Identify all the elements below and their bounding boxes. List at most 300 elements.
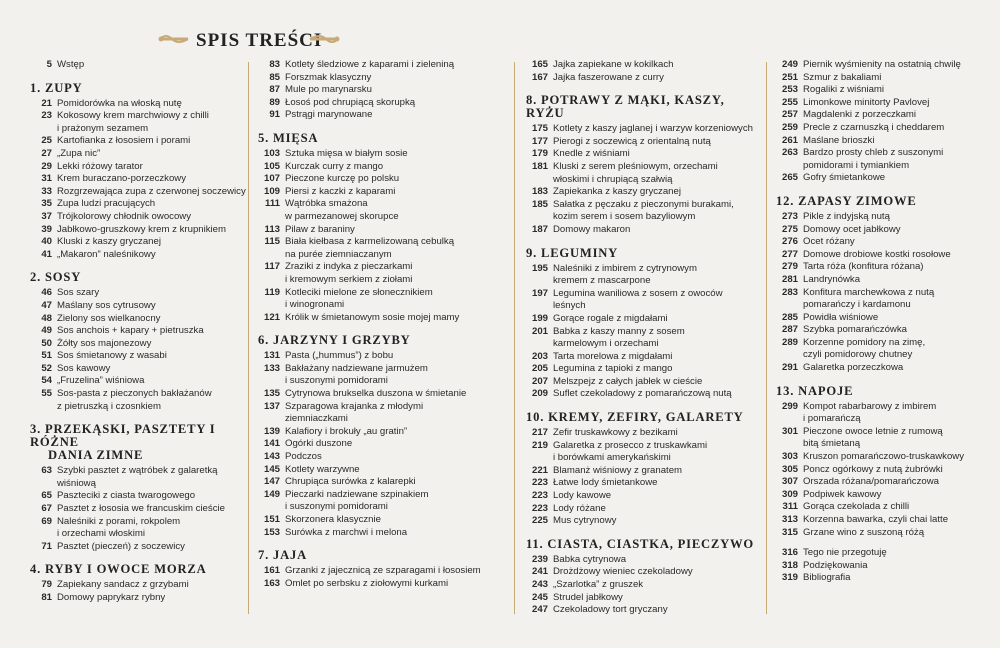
page-number: 239: [531, 553, 548, 565]
page-number: 281: [781, 273, 798, 285]
entry-title-line: Sos kawowy: [57, 362, 111, 374]
entry-title-line: Podczos: [285, 451, 322, 463]
page-number: 223: [531, 502, 548, 514]
entry-title-line: Magdalenki z porzeczkami: [803, 109, 917, 121]
entry-title-line: Wątróbka smażona: [285, 198, 368, 210]
section-heading: [30, 423, 260, 462]
page-number: 21: [41, 97, 52, 109]
toc-entry: [258, 489, 488, 514]
toc-entry: [526, 148, 756, 161]
page-number: 103: [263, 147, 280, 159]
entry-title-line: Babka z kaszy manny z sosem: [553, 325, 685, 337]
entry-title-line: Naleśniki z porami, rokpolem: [57, 515, 181, 527]
entry-title: [280, 198, 488, 223]
entry-title-line: na purée ziemniaczanym: [285, 248, 392, 260]
toc-entry: [258, 438, 488, 451]
page-number: 117: [264, 261, 280, 273]
toc-entry: [30, 465, 260, 490]
toc-entry: [258, 527, 488, 540]
entry-title-line: wiśniową: [57, 477, 96, 489]
toc-entry: [258, 426, 488, 439]
toc-entry: [30, 350, 260, 363]
entry-title: [280, 109, 488, 122]
entry-title: [548, 326, 756, 351]
entry-title: [52, 249, 260, 262]
toc-entry: [30, 287, 260, 300]
entry-title-line: Chrupiąca surówka z kalarepki: [285, 476, 416, 488]
entry-title: [548, 224, 756, 237]
toc-entry: [776, 426, 1000, 451]
entry-title-line: Podziękowania: [803, 559, 868, 571]
entry-title-line: „Szarlotka” z gruszek: [553, 579, 644, 590]
entry-title-line: Tego nie przegotuję: [803, 547, 887, 559]
toc-entry: [30, 541, 260, 554]
page-number: 113: [264, 223, 280, 235]
page-number: 165: [531, 59, 548, 70]
toc-entry: [776, 97, 1000, 110]
toc-entry: [776, 362, 1000, 375]
toc-entry: [30, 592, 260, 605]
page-number: 303: [781, 451, 798, 463]
section-heading: [526, 411, 756, 424]
section-heading-line: 1. ZUPY: [30, 80, 83, 95]
page-number: 301: [781, 425, 798, 437]
entry-title-line: Krem buraczano-porzeczkowy: [57, 173, 187, 185]
toc-entry: [30, 516, 260, 541]
right-ornament-icon: [308, 32, 340, 46]
entry-title-line: Pikle z indyjską nutą: [803, 210, 890, 222]
page-number: 219: [531, 439, 548, 451]
toc-entry: [258, 476, 488, 489]
section-heading: [776, 195, 1000, 208]
entry-title-line: Precle z czarnuszką i cheddarem: [803, 121, 945, 133]
entry-title-line: Paszteciki z ciasta twarogowego: [57, 490, 196, 502]
entry-title: [548, 313, 756, 326]
toc-entry: [526, 440, 756, 465]
page-number: 201: [531, 325, 548, 337]
toc-entry: [258, 198, 488, 223]
page-number: 50: [41, 337, 52, 349]
entry-title-line: Drożdżowy wieniec czekoladowy: [553, 566, 693, 578]
section-heading-line: 12. ZAPASY ZIMOWE: [776, 193, 917, 208]
entry-title: [280, 84, 488, 97]
page-number: 187: [531, 223, 548, 235]
toc-entry: [526, 477, 756, 490]
page-number: 261: [781, 134, 798, 146]
entry-title-line: Zapiekanka z kaszy gryczanej: [553, 186, 681, 198]
entry-title: [280, 426, 488, 439]
entry-title-line: Kokosowy krem marchwiowy z chilli: [57, 110, 209, 122]
page-number: 133: [263, 362, 280, 374]
toc-entry: [258, 388, 488, 401]
entry-title-line: Ocet różany: [803, 236, 855, 248]
entry-title-line: Trójkolorowy chłodnik owocowy: [57, 210, 192, 222]
entry-title-line: Wstęp: [57, 59, 85, 70]
entry-title: [798, 147, 1000, 172]
toc-entry: [776, 135, 1000, 148]
toc-column-4: [776, 59, 1000, 585]
entry-title-line: ziemniaczkami: [285, 413, 348, 425]
entry-title: [798, 97, 1000, 110]
entry-title-line: Bibliografia: [803, 572, 851, 584]
section-heading: [30, 82, 260, 95]
toc-entry: [258, 261, 488, 286]
toc-column-3: [526, 59, 756, 617]
entry-title-line: pomarańczy i kardamonu: [803, 299, 911, 311]
page-number: 23: [41, 110, 52, 122]
toc-entry: [776, 501, 1000, 514]
toc-entry: [526, 566, 756, 579]
page-number: 225: [531, 515, 548, 527]
entry-title: [798, 527, 1000, 540]
page-number: 87: [269, 84, 280, 96]
entry-title-line: Maślane brioszki: [803, 134, 875, 146]
entry-title: [52, 135, 260, 148]
page-number: 205: [531, 363, 548, 375]
entry-title-line: Kluski z kaszy gryczanej: [57, 236, 161, 248]
entry-title: [798, 514, 1000, 527]
entry-title: [548, 592, 756, 605]
page-number: 265: [781, 172, 798, 184]
toc-entry: [30, 338, 260, 351]
toc-entry: [30, 135, 260, 148]
toc-entry: [258, 578, 488, 591]
entry-title: [52, 161, 260, 174]
entry-title: [280, 261, 488, 286]
entry-title: [798, 489, 1000, 502]
page-number: 54: [41, 375, 52, 387]
entry-title: [548, 148, 756, 161]
entry-title: [280, 97, 488, 110]
toc-entry: [776, 72, 1000, 85]
entry-title-line: Lody kawowe: [553, 490, 612, 502]
toc-entry: [526, 263, 756, 288]
section-heading-line: 8. POTRAWY Z MĄKI, KASZY, RYŻU: [526, 93, 725, 121]
entry-title-line: Domowy paprykarz rybny: [57, 592, 166, 603]
toc-entry: [258, 451, 488, 464]
entry-title-line: „Zupa nic”: [57, 147, 101, 159]
toc-entry: [30, 198, 260, 211]
entry-title-line: Piernik wyśmienity na ostatnią chwilę: [803, 59, 961, 70]
toc-column-1: [30, 59, 260, 605]
page-number: 307: [781, 476, 798, 488]
toc-entry: [526, 59, 756, 72]
entry-title-line: Galaretka porzeczkowa: [803, 362, 904, 374]
entry-title-line: „Fruzelina” wiśniowa: [57, 375, 145, 387]
entry-title-line: Pasztet (pieczeń) z soczewicy: [57, 540, 185, 552]
page-number: 253: [781, 84, 798, 96]
toc-entry: [526, 313, 756, 326]
toc-entry: [30, 490, 260, 503]
entry-title-line: Bardzo prosty chleb z suszonymi: [803, 147, 944, 159]
entry-title-line: kozim serem i sosem bazyliowym: [553, 211, 696, 223]
entry-title: [548, 186, 756, 199]
section-heading: [30, 563, 260, 576]
entry-title-line: Legumina waniliowa z sosem z owoców leśnych: [553, 287, 723, 312]
page-number: 135: [263, 388, 280, 400]
entry-title-line: Ogórki duszone: [285, 438, 353, 450]
toc-entry: [526, 186, 756, 199]
entry-title-line: Pilaw z baraniny: [285, 223, 355, 235]
entry-title-line: Suflet czekoladowy z pomarańczową nutą: [553, 388, 732, 400]
toc-entry: [30, 148, 260, 161]
toc-entry: [258, 464, 488, 477]
page-number: 249: [781, 59, 798, 70]
entry-title: [52, 287, 260, 300]
page-number: 105: [263, 160, 280, 172]
entry-title-line: Skorzonera klasycznie: [285, 514, 381, 525]
column-divider: [514, 62, 515, 614]
entry-title: [52, 338, 260, 351]
entry-title-line: Forszmak klasyczny: [285, 71, 372, 83]
entry-title: [798, 172, 1000, 185]
entry-title-line: Pasta („hummus”) z bobu: [285, 350, 394, 362]
column-divider: [766, 62, 767, 614]
toc-entry: [258, 173, 488, 186]
page-number: 243: [531, 579, 548, 590]
entry-title-line: Strudel jabłkowy: [553, 591, 623, 603]
toc-entry: [258, 59, 488, 72]
entry-title-line: Pieczarki nadziewane szpinakiem: [285, 488, 429, 500]
toc-column-2: [258, 59, 488, 590]
entry-title: [280, 527, 488, 540]
page-title: SPIS TREŚCI: [196, 30, 323, 51]
toc-entry: [526, 592, 756, 605]
page-number: 89: [269, 96, 280, 108]
entry-title: [52, 325, 260, 338]
toc-entry: [30, 173, 260, 186]
page-number: 315: [781, 526, 798, 538]
entry-title-line: Mule po marynarsku: [285, 84, 372, 96]
toc-entry: [526, 123, 756, 136]
page-number: 175: [531, 123, 548, 135]
entry-title-line: Zraziki z indyka z pieczarkami: [285, 261, 413, 273]
toc-entry: [30, 503, 260, 516]
page-number: 153: [263, 526, 280, 538]
toc-entry: [258, 565, 488, 578]
entry-title-line: włoskimi i chrupiącą szałwią: [553, 173, 673, 185]
entry-title-line: Naleśniki z imbirem z cytrynowym: [553, 262, 697, 274]
toc-entry: [258, 148, 488, 161]
entry-title-line: i borówkami amerykańskimi: [553, 452, 671, 464]
page-number: 285: [781, 311, 798, 323]
entry-title-line: i winogronami: [285, 299, 345, 311]
toc-entry: [776, 172, 1000, 185]
page-number: 263: [781, 147, 798, 159]
page-number: 41: [41, 248, 52, 260]
entry-title: [798, 560, 1000, 573]
page-number: 209: [531, 388, 548, 400]
page-number: 109: [263, 185, 280, 197]
entry-title-line: Kotlety śledziowe z kaparami i zieleniną: [285, 59, 455, 70]
entry-title: [280, 59, 488, 72]
entry-title-line: Maślany sos cytrusowy: [57, 299, 156, 311]
toc-entry: [30, 98, 260, 111]
entry-title-line: bitą śmietaną: [803, 438, 861, 450]
page-number: 185: [531, 198, 548, 210]
entry-title-line: Omlet po serbsku z ziołowymi kurkami: [285, 577, 449, 589]
toc-entry: [776, 337, 1000, 362]
entry-title: [52, 236, 260, 249]
entry-title: [52, 592, 260, 605]
page-number: 69: [41, 515, 52, 527]
page-number: 207: [531, 375, 548, 387]
entry-title-line: Kompot rabarbarowy z imbirem: [803, 400, 937, 412]
entry-title-line: Łatwe lody śmietankowe: [553, 477, 658, 489]
page-number: 291: [781, 362, 798, 374]
toc-entry: [776, 312, 1000, 325]
toc-entry: [776, 547, 1000, 560]
entry-title: [548, 554, 756, 567]
page-number: 203: [531, 350, 548, 362]
toc-entry: [258, 363, 488, 388]
entry-title-line: Królik w śmietanowym sosie mojej mamy: [285, 311, 460, 323]
toc-entry: [776, 572, 1000, 585]
entry-title-line: Gorące rogale z migdałami: [553, 312, 668, 324]
page-number: 195: [531, 262, 548, 274]
section-heading: [526, 94, 756, 120]
entry-title-line: Pasztet z łososia we francuskim cieście: [57, 503, 225, 515]
toc-entry: [258, 109, 488, 122]
toc-entry: [776, 401, 1000, 426]
toc-entry: [258, 401, 488, 426]
entry-title: [52, 465, 260, 490]
page-number: 35: [41, 198, 52, 210]
entry-title: [548, 351, 756, 364]
page-number: 309: [781, 488, 798, 500]
entry-title-line: i prażonym sezamem: [57, 122, 149, 134]
entry-title: [548, 477, 756, 490]
toc-entry: [258, 236, 488, 261]
section-heading-line: 9. LEGUMINY: [526, 245, 619, 260]
toc-entry: [258, 514, 488, 527]
entry-title-line: Sos śmietanowy z wasabi: [57, 350, 167, 362]
page-number: 139: [263, 425, 280, 437]
toc-entry: [776, 324, 1000, 337]
toc-entry: [258, 350, 488, 363]
toc-entry: [776, 147, 1000, 172]
entry-title: [548, 199, 756, 224]
toc-entry: [526, 490, 756, 503]
toc-entry: [776, 109, 1000, 122]
entry-title-line: Żółty sos majonezowy: [57, 337, 152, 349]
entry-title-line: Domowy ocet jabłkowy: [803, 223, 901, 235]
entry-title-line: Szybki pasztet z wątróbek z galaretką: [57, 465, 218, 477]
page-number: 121: [263, 311, 280, 323]
entry-title: [798, 476, 1000, 489]
toc-entry: [258, 97, 488, 110]
entry-title: [52, 110, 260, 135]
entry-title: [280, 287, 488, 312]
toc-entry: [30, 236, 260, 249]
section-heading-line: 7. JAJA: [258, 548, 307, 563]
entry-title: [548, 465, 756, 478]
page-number: 177: [531, 135, 548, 147]
page-number: 85: [269, 71, 280, 83]
page-number: 81: [41, 592, 52, 603]
entry-title-line: Podpiwek kawowy: [803, 488, 882, 500]
entry-title: [798, 261, 1000, 274]
entry-title: [548, 72, 756, 85]
toc-entry: [776, 84, 1000, 97]
section-heading-line: 4. RYBY I OWOCE MORZA: [30, 562, 207, 577]
entry-title-line: Limonkowe minitorty Pavlovej: [803, 96, 930, 108]
page-number: 283: [781, 286, 798, 298]
entry-title: [798, 401, 1000, 426]
entry-title-line: Lody różane: [553, 502, 606, 514]
toc-entry: [30, 110, 260, 135]
entry-title-line: Kotlety warzywne: [285, 463, 360, 475]
entry-title-line: Bakłażany nadziewane jarmużem: [285, 362, 428, 374]
toc-entry: [30, 224, 260, 237]
toc-entry: [776, 527, 1000, 540]
entry-title-line: Szmur z bakaliami: [803, 71, 882, 83]
toc-entry: [30, 59, 260, 72]
entry-title: [52, 186, 260, 199]
entry-title-line: Piersi z kaczki z kaparami: [285, 185, 396, 197]
page-number: 161: [263, 565, 280, 577]
left-ornament-icon: [158, 32, 190, 46]
entry-title-line: z pietruszką i czosnkiem: [57, 400, 161, 412]
toc-entry: [30, 161, 260, 174]
entry-title: [280, 363, 488, 388]
toc-entry: [30, 388, 260, 413]
entry-title: [548, 515, 756, 528]
section-heading: [30, 271, 260, 284]
page-number: 289: [781, 336, 798, 348]
section-heading-line: DANIA ZIMNE: [48, 448, 144, 463]
entry-title: [798, 547, 1000, 560]
entry-title: [548, 503, 756, 516]
entry-title: [798, 464, 1000, 477]
entry-title-line: Rozgrzewająca zupa z czerwonej soczewicy: [57, 185, 246, 197]
entry-title: [798, 287, 1000, 312]
entry-title: [798, 501, 1000, 514]
entry-title: [280, 224, 488, 237]
toc-entry: [776, 59, 1000, 72]
entry-title: [548, 440, 756, 465]
page-number: 52: [41, 362, 52, 374]
page-number: 245: [531, 591, 548, 603]
page-number: 276: [781, 236, 798, 248]
toc-entry: [526, 199, 756, 224]
page-number: 111: [265, 198, 280, 210]
entry-title: [52, 579, 260, 592]
entry-title-line: Kotleciki mielone ze słonecznikiem: [285, 286, 433, 298]
entry-title-line: Powidła wiśniowe: [803, 311, 879, 323]
page-number: 46: [41, 287, 52, 299]
entry-title-line: i pomarańczą: [803, 413, 861, 425]
entry-title-line: Orszada różana/pomarańczowa: [803, 476, 939, 488]
toc-entry: [776, 224, 1000, 237]
page-number: 223: [531, 490, 548, 502]
page-number: 251: [781, 71, 798, 83]
entry-title: [798, 274, 1000, 287]
toc-entry: [526, 579, 756, 592]
page-number: 299: [781, 400, 798, 412]
entry-title: [52, 363, 260, 376]
toc-entry: [526, 376, 756, 389]
toc-entry: [776, 514, 1000, 527]
entry-title-line: Legumina z tapioki z mango: [553, 363, 673, 375]
entry-title-line: i suszonymi pomidorami: [285, 501, 388, 513]
entry-title-line: Kruszon pomarańczowo-truskawkowy: [803, 451, 965, 463]
page-number: 47: [41, 299, 52, 311]
entry-title-line: Domowy makaron: [553, 223, 631, 235]
page-number: 40: [41, 236, 52, 248]
toc-entry: [526, 503, 756, 516]
page-number: 143: [263, 451, 280, 463]
